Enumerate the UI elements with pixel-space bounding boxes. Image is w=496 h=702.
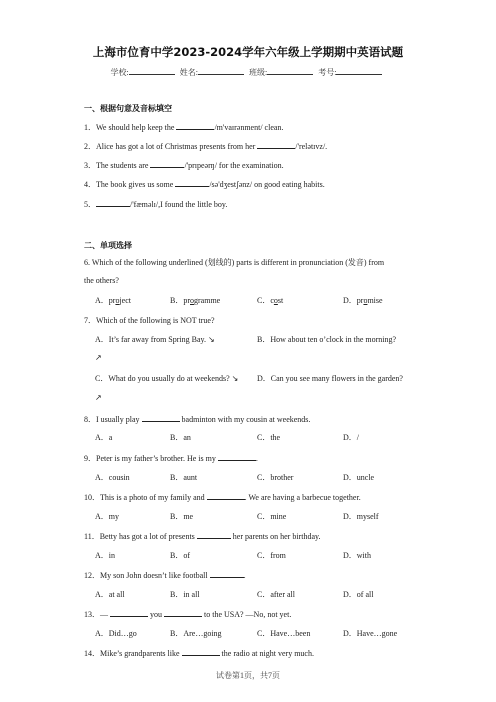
q4-text: 4．The book gives us some (84, 180, 174, 189)
q5-blank[interactable] (96, 198, 130, 207)
q9-option-c[interactable]: C．brother (257, 473, 294, 482)
q13-blank-2[interactable] (164, 608, 202, 617)
question-9: 9．Peter is my father’s brother. He is my . (84, 454, 258, 463)
question-12: 12．My son John doesn’t like football . (84, 571, 246, 580)
q12-option-d[interactable]: D．of all (343, 590, 374, 599)
q3-phonetic: /'prɪpeərŋ/ for the examination. (184, 161, 284, 170)
question-14: 14．Mike’s grandparents like the radio at night very much. (84, 649, 314, 658)
falling-intonation-icon: ↘ (208, 335, 215, 344)
question-5 (84, 198, 227, 210)
q6-option-b[interactable]: B．programme (170, 296, 221, 305)
q10-option-a[interactable]: A．my (95, 512, 119, 521)
q12-option-c[interactable]: C．after all (257, 590, 295, 599)
q8-option-b[interactable]: B．an (170, 433, 191, 442)
q10-option-d[interactable]: D．myself (343, 512, 379, 521)
class-blank[interactable] (267, 66, 313, 75)
q2-text: 2．Alice has got a lot of Christmas presents from her (84, 142, 256, 151)
rising-intonation-icon: ↗ (95, 393, 102, 402)
q7-option-c[interactable]: C．What do you usually do at weekends? ↘ (95, 374, 239, 383)
question-6-line-1: 6. Which of the following underlined (划线的) parts is different in pronunciation (发音) from (84, 258, 385, 267)
q9-option-b[interactable]: B．aunt (170, 473, 198, 482)
q7-option-a[interactable]: A．It’s far away from Spring Bay. ↘ (95, 335, 215, 344)
q7-option-d[interactable]: D．Can you see many flowers in the garden? (257, 374, 403, 383)
q10-blank[interactable] (207, 491, 245, 500)
question-4 (84, 178, 325, 190)
rising-intonation-icon: ↗ (95, 353, 102, 362)
name-label: 姓名: (179, 68, 198, 77)
q6-option-a[interactable]: A．project (95, 296, 131, 305)
q8-option-a[interactable]: A．a (95, 433, 113, 442)
school-blank[interactable] (129, 66, 175, 75)
question-3 (84, 159, 284, 171)
question-2 (84, 140, 327, 152)
q13-blank-1[interactable] (110, 608, 148, 617)
q13-option-c[interactable]: C．Have…been (257, 629, 311, 638)
q10-option-c[interactable]: C．mine (257, 512, 287, 521)
q13-option-a[interactable]: A．Did…go (95, 629, 137, 638)
q3-blank[interactable] (150, 159, 184, 168)
question-10: 10．This is a photo of my family and . We are having a barbecue together. (84, 493, 361, 502)
q13-option-b[interactable]: B．Are…going (170, 629, 222, 638)
page-title: 上海市位育中学2023-2024学年六年级上学期期中英语试题 (92, 45, 404, 59)
section-1-heading: 一、根据句意及音标填空 (84, 104, 172, 113)
q14-blank[interactable] (182, 647, 220, 656)
question-7: 7．Which of the following is NOT true? (84, 316, 215, 325)
q10-option-b[interactable]: B．me (170, 512, 194, 521)
q11-option-b[interactable]: B．of (170, 551, 190, 560)
student-info-row (0, 66, 496, 78)
q6-option-d[interactable]: D．promise (343, 296, 383, 305)
q7-option-b[interactable]: B．How about ten o’clock in the morning? (257, 335, 397, 344)
q6-option-c[interactable]: C．cost (257, 296, 284, 305)
q2-phonetic: /'relətɪvz/. (295, 142, 328, 151)
page-footer: 试卷第1页，共7页 (216, 671, 280, 680)
q9-option-d[interactable]: D．uncle (343, 473, 375, 482)
q12-option-b[interactable]: B．in all (170, 590, 200, 599)
q11-blank[interactable] (197, 530, 231, 539)
q8-option-d[interactable]: D．/ (343, 433, 359, 442)
q11-option-c[interactable]: C．from (257, 551, 286, 560)
q4-blank[interactable] (175, 178, 209, 187)
question-6-line-2: the others? (84, 276, 119, 285)
number-blank[interactable] (336, 66, 382, 75)
q1-phonetic: /m'vaɪrənment/ clean. (214, 123, 284, 132)
q12-blank[interactable] (210, 569, 244, 578)
question-13: 13．— you to the USA? —No, not yet. (84, 610, 292, 619)
q12-option-a[interactable]: A．at all (95, 590, 125, 599)
q1-blank[interactable] (176, 121, 214, 130)
q8-blank[interactable] (142, 413, 180, 422)
q11-option-d[interactable]: D．with (343, 551, 371, 560)
q8-option-c[interactable]: C．the (257, 433, 281, 442)
q1-text: 1．We should help keep the (84, 123, 175, 132)
q5-text: 5． (84, 200, 96, 209)
q9-option-a[interactable]: A．cousin (95, 473, 130, 482)
q3-text: 3．The students are (84, 161, 149, 170)
name-blank[interactable] (198, 66, 244, 75)
school-label: 学校: (110, 68, 129, 77)
q11-option-a[interactable]: A．in (95, 551, 115, 560)
section-2-heading: 二、单项选择 (84, 241, 132, 250)
number-label: 考号: (318, 68, 337, 77)
q5-phonetic: /'fæməlɪ/,I found the little boy. (130, 200, 228, 209)
q9-blank[interactable] (218, 452, 256, 461)
question-1 (84, 121, 283, 133)
falling-intonation-icon: ↘ (231, 374, 239, 383)
question-8: 8．I usually play badminton with my cousin at weekends. (84, 415, 311, 424)
q2-blank[interactable] (257, 140, 295, 149)
q13-option-d[interactable]: D．Have…gone (343, 629, 398, 638)
class-label: 班级: (249, 68, 268, 77)
question-11: 11．Betty has got a lot of presents her parents on her birthday. (84, 532, 321, 541)
q4-phonetic: /sə'dʒestʃənz/ on good eating habits. (209, 180, 325, 189)
